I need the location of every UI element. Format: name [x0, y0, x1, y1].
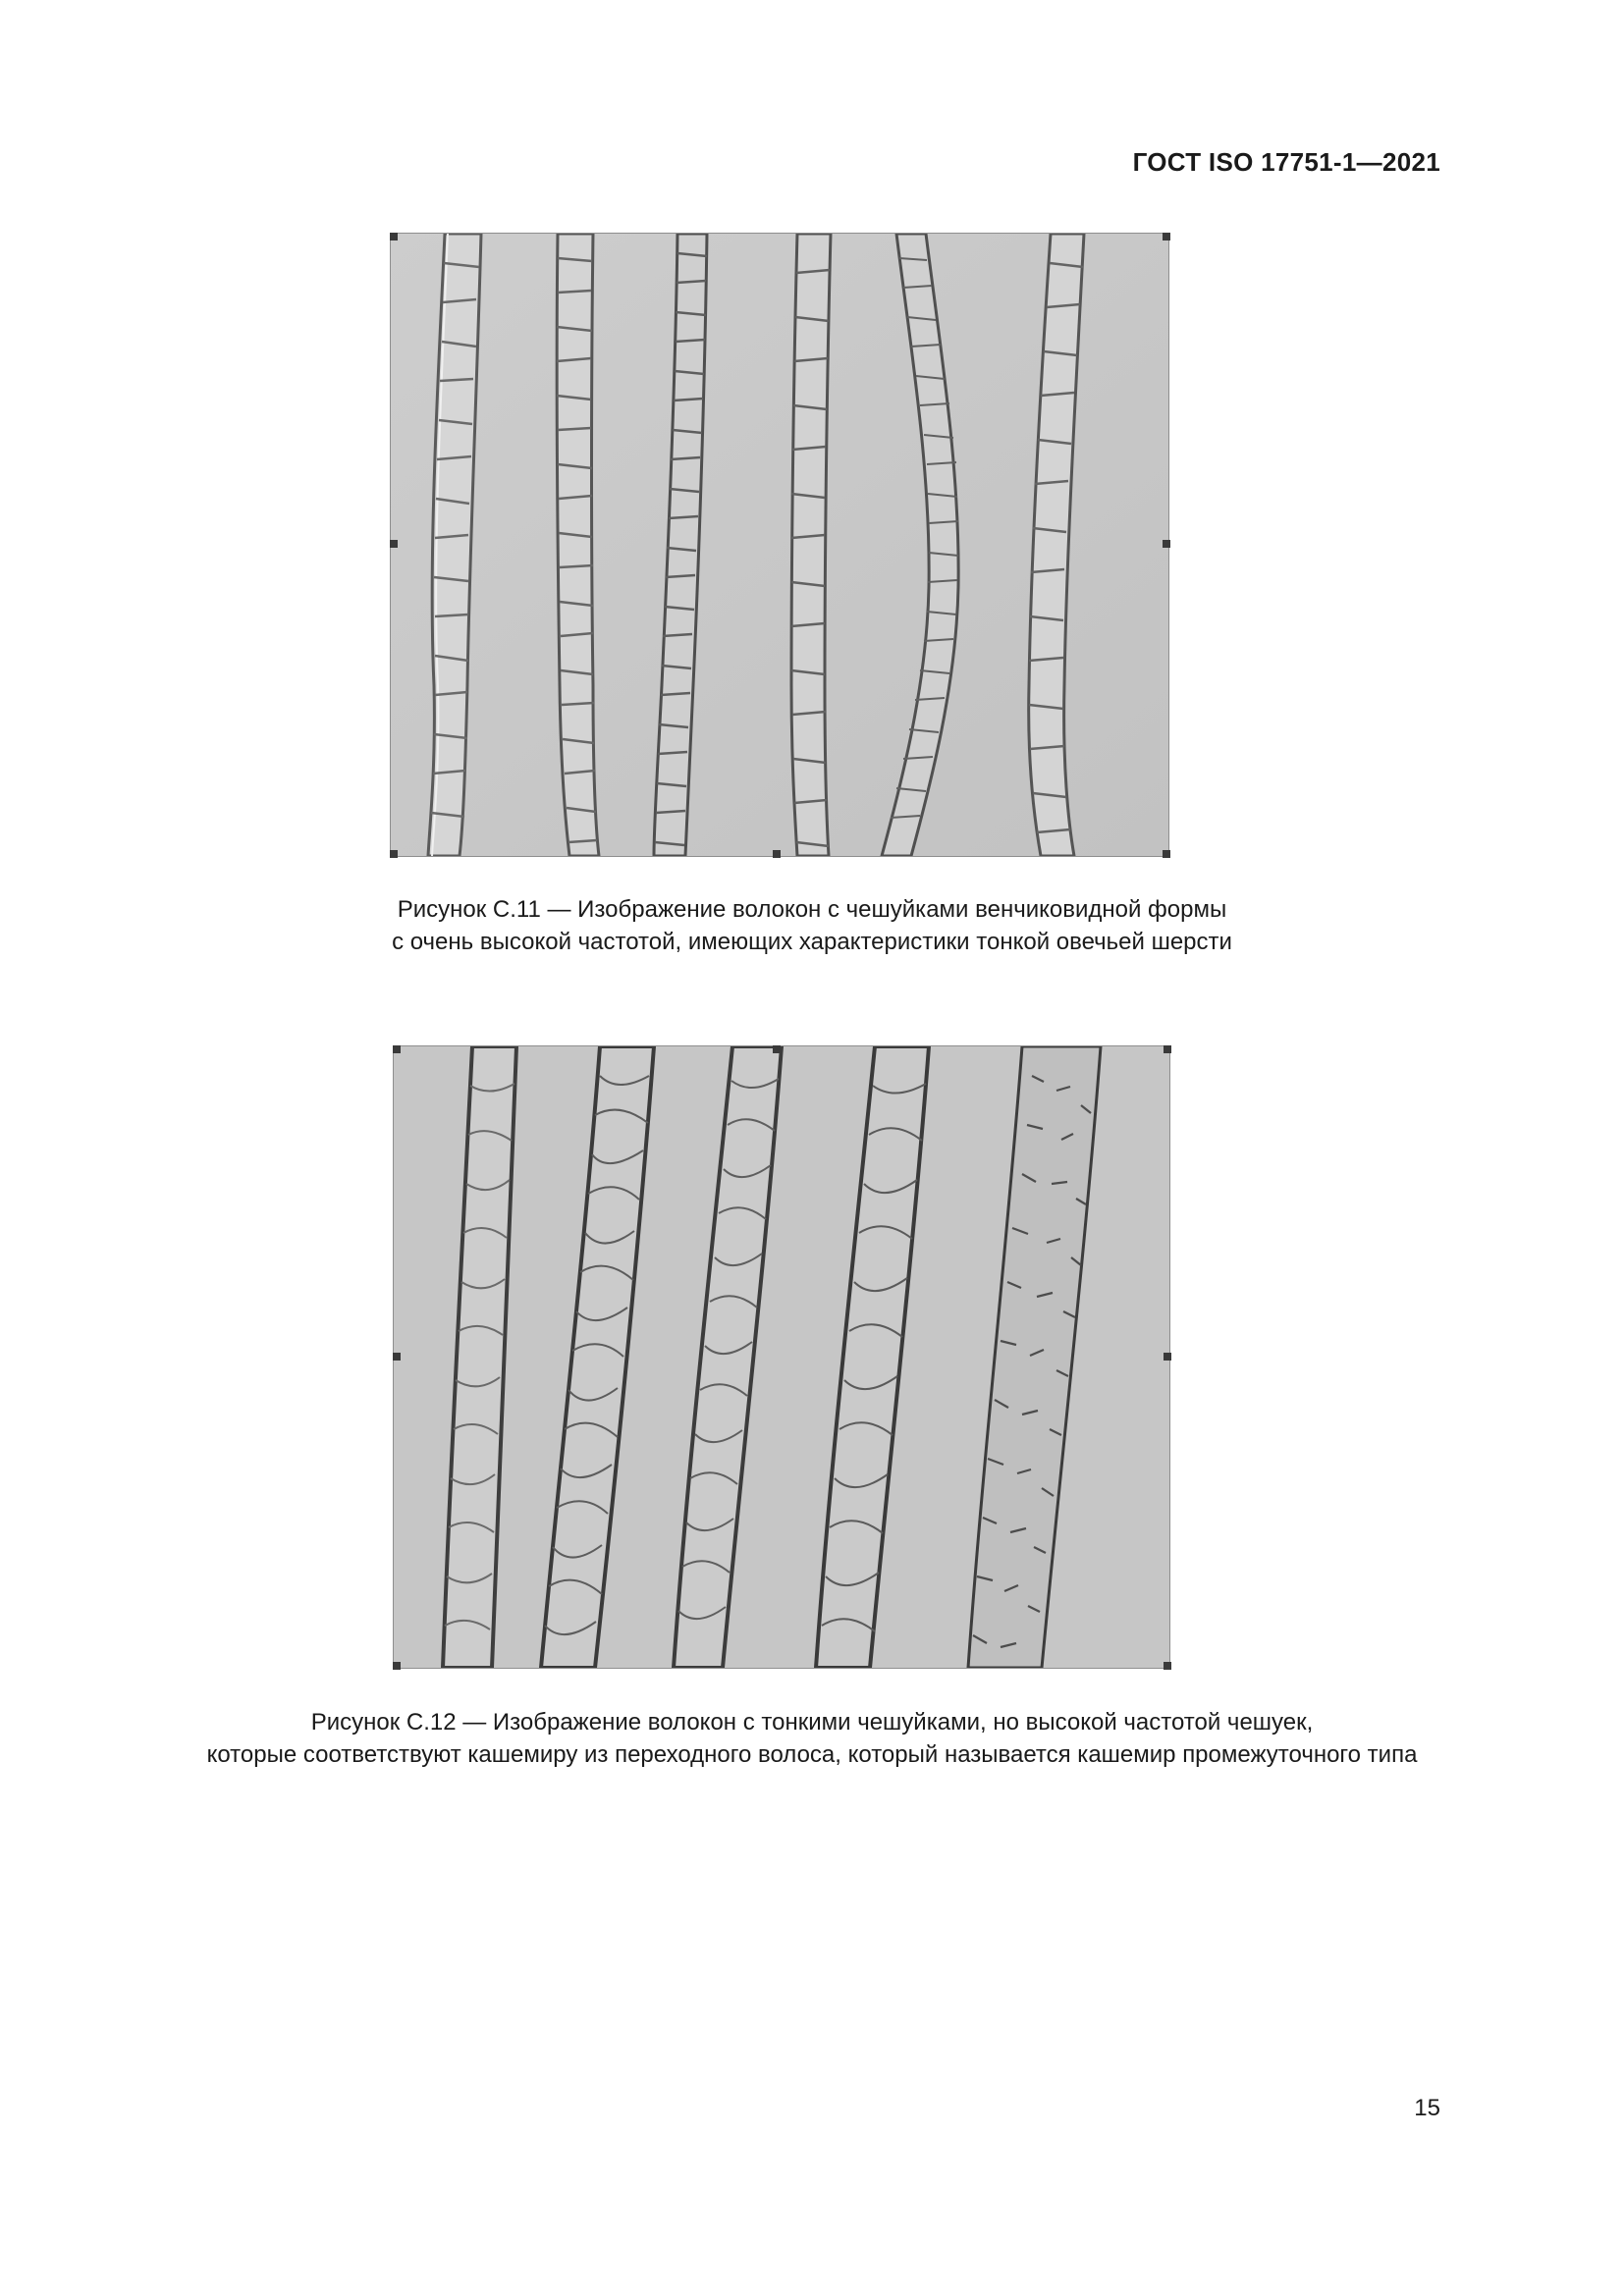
frame-handle: [1163, 233, 1170, 240]
frame-handle: [390, 540, 398, 548]
figure-c12-micrograph: [393, 1045, 1170, 1669]
frame-handle: [1164, 1662, 1171, 1670]
frame-handle: [773, 850, 781, 858]
frame-handle: [1163, 850, 1170, 858]
frame-handle: [393, 1662, 401, 1670]
figure-caption: [0, 1706, 1624, 1771]
caption-line: с очень высокой частотой, имеющих характеристики тонкой овечьей шерсти: [392, 929, 1232, 955]
frame-handle: [1164, 1353, 1171, 1361]
frame-handle: [1163, 540, 1170, 548]
fiber-micrograph-image: [394, 1046, 1169, 1668]
caption-line: Рисунок С.11 — Изображение волокон с чешуйками венчиковидной формы: [397, 896, 1227, 923]
frame-handle: [393, 1353, 401, 1361]
frame-handle: [393, 1045, 401, 1053]
fiber: [557, 234, 599, 856]
frame-handle: [1164, 1045, 1171, 1053]
frame-handle: [390, 233, 398, 240]
frame-handle: [390, 850, 398, 858]
caption-line: которые соответствуют кашемиру из переходного волоса, который называется кашемир промежуточного типа: [206, 1741, 1418, 1768]
frame-handle: [773, 1045, 781, 1053]
fiber: [791, 234, 831, 856]
figure-c11-micrograph: [390, 233, 1169, 857]
figure-caption: [0, 893, 1624, 958]
document-header: ГОСТ ISO 17751-1—2021: [1132, 147, 1440, 177]
fiber-micrograph-image: [391, 234, 1168, 856]
page-number: 15: [1414, 2095, 1440, 2121]
caption-line: Рисунок С.12 — Изображение волокон с тонкими чешуйками, но высокой частотой чешуек,: [310, 1709, 1314, 1735]
